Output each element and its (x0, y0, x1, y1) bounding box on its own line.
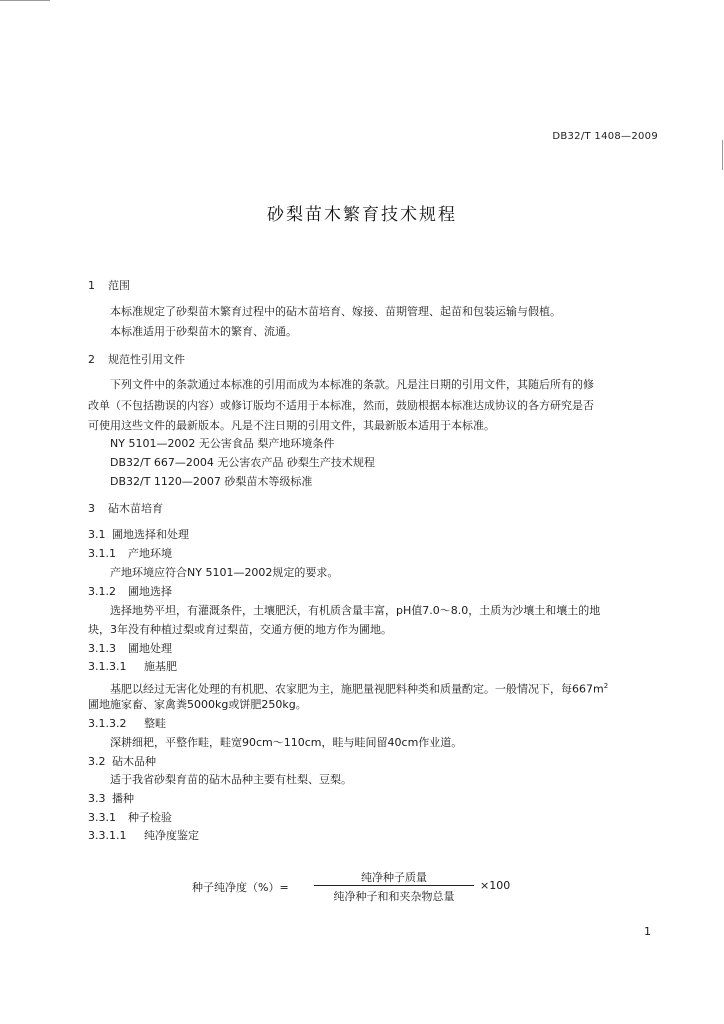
page-number: 1 (644, 925, 651, 938)
subsection-3-2-heading (88, 755, 156, 769)
subsection-number: 3.1.3.1 (88, 660, 127, 673)
section-2-line-3: 可使用这些文件的最新版本。凡是不注日期的引用文件，其最新版本适用于本标准。 (88, 419, 495, 432)
section-2-line-1: 下列文件中的条款通过本标准的引用而成为本标准的条款。凡是注日期的引用文件，其随后所有的修 (110, 378, 594, 391)
section-number: 2 (88, 353, 95, 366)
subsection-title: 圃地选择和处理 (112, 528, 189, 541)
subsection-number: 3.3.1 (88, 811, 116, 824)
subsection-3-1-3-1-line-2: 圃地施家畜、家禽粪5000kg或饼肥250kg。 (88, 698, 307, 711)
reference-1: NY 5101—2002 无公害食品 梨产地环境条件 (110, 437, 335, 450)
subsection-title: 砧木品种 (112, 755, 156, 768)
subsection-3-1-2-heading (88, 585, 172, 599)
section-title: 规范性引用文件 (108, 353, 185, 366)
subsection-title: 产地环境 (128, 547, 172, 560)
subsection-3-1-heading (88, 528, 189, 542)
standard-code: DB32/T 1408—2009 (552, 131, 658, 142)
section-3-heading (88, 502, 163, 516)
scan-edge-mark-right (722, 140, 723, 170)
subsection-number: 3.1 (88, 528, 106, 541)
subsection-3-1-3-2-heading (88, 717, 166, 731)
subsection-number: 3.1.1 (88, 547, 116, 560)
subsection-number: 3.3 (88, 792, 106, 805)
subsection-title: 圃地选择 (128, 585, 172, 598)
formula-denominator: 纯净种子和和夹杂物总量 (333, 890, 455, 903)
subsection-3-3-1-heading (88, 811, 172, 825)
subsection-number: 3.3.1.1 (88, 829, 127, 842)
subsection-title: 圃地处理 (128, 642, 172, 655)
scan-edge-mark-top (0, 0, 50, 1)
section-number: 1 (88, 279, 95, 292)
subsection-3-3-1-1-heading (88, 829, 199, 843)
section-title: 范围 (108, 279, 130, 292)
subsection-number: 3.1.3 (88, 642, 116, 655)
section-number: 3 (88, 502, 95, 515)
subsection-3-3-heading (88, 792, 134, 806)
subsection-title: 播种 (112, 792, 134, 805)
document-title: 砂梨苗木繁育技术规程 (267, 205, 457, 225)
subsection-3-1-3-2-text: 深耕细耙，平整作畦，畦宽90cm～110cm，畦与畦间留40cm作业道。 (110, 736, 463, 749)
subsection-3-1-2-line-2: 块，3年没有种植过梨或育过梨苗，交通方便的地方作为圃地。 (88, 623, 392, 636)
area-unit-superscript: 2 (603, 682, 609, 690)
section-1-line-2: 本标准适用于砂梨苗木的繁育、流通。 (110, 325, 297, 338)
formula-numerator: 纯净种子质量 (361, 871, 427, 884)
section-title: 砧木苗培育 (108, 502, 163, 515)
subsection-3-1-3-heading (88, 642, 172, 656)
subsection-3-1-1-text: 产地环境应符合NY 5101—2002规定的要求。 (110, 566, 339, 579)
subsection-title: 施基肥 (144, 660, 177, 673)
formula-label: 种子纯净度（%）= (192, 881, 289, 894)
subsection-title: 种子检验 (128, 811, 172, 824)
subsection-title: 整畦 (144, 717, 166, 730)
reference-3: DB32/T 1120—2007 砂梨苗木等级标准 (110, 475, 313, 488)
subsection-number: 3.1.2 (88, 585, 116, 598)
fertilizer-text: 基肥以经过无害化处理的有机肥、农家肥为主，施肥量视肥料种类和质量酌定。一般情况下，每667m (110, 682, 604, 696)
subsection-3-1-2-line-1: 选择地势平坦，有灌溉条件，土壤肥沃，有机质含量丰富，pH值7.0～8.0，土质为沙壤土和壤土的地 (110, 604, 601, 617)
subsection-3-2-text: 适于我省砂梨育苗的砧木品种主要有杜梨、豆梨。 (110, 773, 352, 786)
section-2-line-2: 改单（不包括勘误的内容）或修订版均不适用于本标准，然而，鼓励根据本标准达成协议的各方研究是否 (88, 399, 594, 412)
section-1-line-1: 本标准规定了砂梨苗木繁育过程中的砧木苗培育、嫁接、苗期管理、起苗和包装运输与假植。 (110, 305, 561, 318)
subsection-3-1-3-1-line-1 (110, 679, 608, 697)
subsection-title: 纯净度鉴定 (144, 829, 199, 842)
fraction-bar (314, 885, 474, 886)
section-2-heading (88, 353, 185, 367)
formula-multiplier: ×100 (480, 879, 511, 892)
subsection-number: 3.1.3.2 (88, 717, 127, 730)
subsection-3-1-1-heading (88, 547, 172, 561)
section-1-heading (88, 279, 130, 293)
subsection-number: 3.2 (88, 755, 106, 768)
formula-fraction (314, 869, 474, 903)
reference-2: DB32/T 667—2004 无公害农产品 砂梨生产技术规程 (110, 456, 375, 469)
subsection-3-1-3-1-heading (88, 660, 177, 674)
